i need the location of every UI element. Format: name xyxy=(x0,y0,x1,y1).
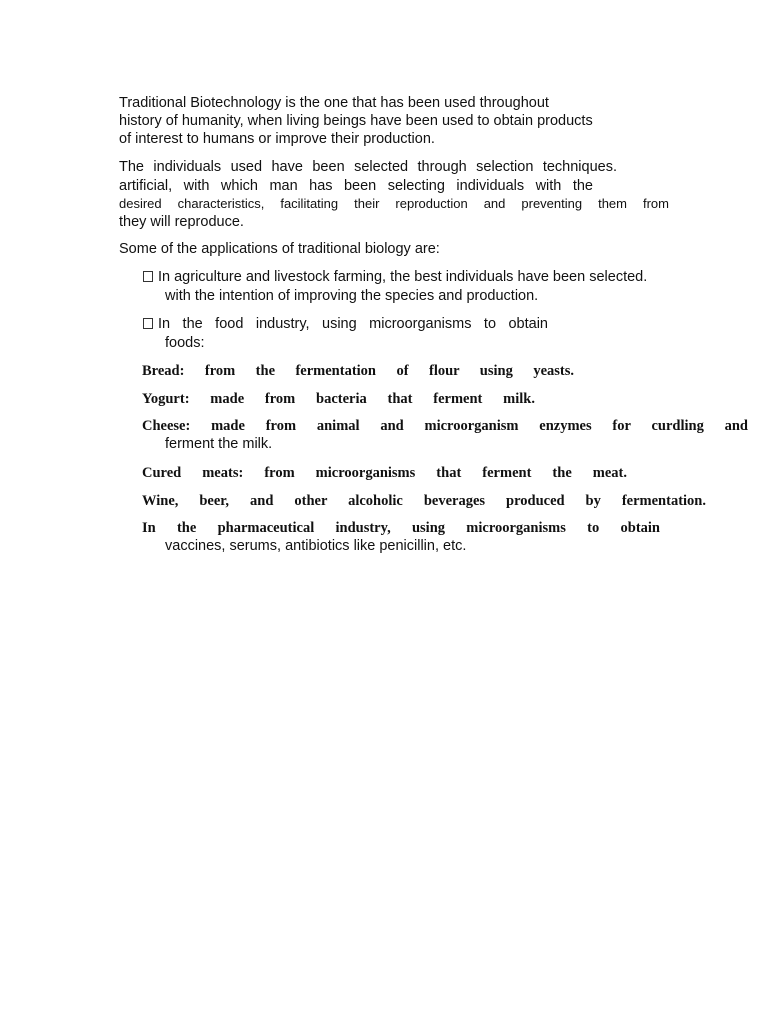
item-yogurt: Yogurt: made from bacteria that ferment milk. xyxy=(142,391,535,407)
bullet-food-text: In the food industry, using microorganisms to obtain xyxy=(158,316,548,332)
item-cheese-line-2: ferment the milk. xyxy=(165,436,273,452)
item-bread: Bread: from the fermentation of flour using yeasts. xyxy=(142,363,574,379)
item-pharma-line-1: In the pharmaceutical industry, using microorganisms to obtain xyxy=(142,520,660,536)
intro-line-2: history of humanity, when living beings have been used to obtain products xyxy=(119,113,593,129)
item-cured-meats: Cured meats: from microorganisms that ferment the meat. xyxy=(142,465,627,481)
intro-line-3: of interest to humans or improve their production. xyxy=(119,131,435,147)
bullet-agriculture-line-2: with the intention of improving the species and production. xyxy=(165,288,539,304)
checkbox-bullet-icon xyxy=(143,271,153,282)
selection-line-4: they will reproduce. xyxy=(119,214,244,230)
item-pharma-line-2: vaccines, serums, antibiotics like penicillin, etc. xyxy=(165,538,467,554)
item-wine: Wine, beer, and other alcoholic beverages produced by fermentation. xyxy=(142,493,706,509)
applications-heading: Some of the applications of traditional biology are: xyxy=(119,241,440,257)
bullet-agriculture-text: In agriculture and livestock farming, the best individuals have been selected. xyxy=(158,269,648,285)
bullet-food-line-2: foods: xyxy=(165,335,205,351)
bullet-food-line-1 xyxy=(143,316,548,332)
item-cheese-line-1: Cheese: made from animal and microorganism enzymes for curdling and xyxy=(142,418,748,434)
selection-line-2: artificial, with which man has been selecting individuals with the xyxy=(119,178,593,194)
intro-line-1: Traditional Biotechnology is the one that has been used throughout xyxy=(119,95,549,111)
checkbox-bullet-icon xyxy=(143,318,153,329)
bullet-agriculture-line-1 xyxy=(143,269,647,285)
selection-line-1: The individuals used have been selected through selection techniques. xyxy=(119,159,617,175)
selection-line-3: desired characteristics, facilitating their reproduction and preventing them from xyxy=(119,196,669,211)
